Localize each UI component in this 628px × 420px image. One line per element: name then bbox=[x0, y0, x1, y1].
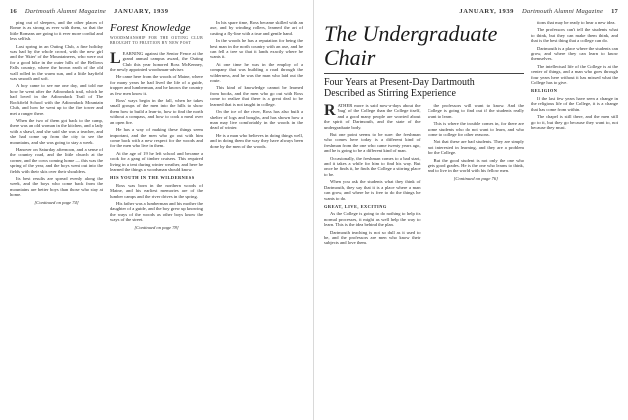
paragraph: The professors can't tell the students what to think, but they can make them think, and that is the best thing that a college can do. bbox=[531, 27, 618, 44]
left-columns bbox=[10, 20, 303, 412]
paragraph: At the age of 19 he left school and became a cook for a gang of timber cruisers. This required living in a tent during winter weather, and here he learned the things a woodsman should know. bbox=[110, 150, 203, 172]
paragraph: At one time he was in the employ of a company that was building a road through the wilderness, and he was the man who laid out the route. bbox=[210, 61, 303, 84]
paragraph: When the two of them got back to the camp, there was an old woman in the kitchen, and a lady with a shawl, and she said she was a teacher, and she had come up from the city to see the mountains, and she was going to stay a week. bbox=[10, 117, 103, 145]
continued-note: [Continued on page 74] bbox=[34, 199, 79, 205]
paragraph: If the last few years have seen a change in the religious life of the College, it is a change that has come from within. bbox=[531, 95, 618, 112]
paragraph: Dartmouth teaching is not so dull as it used to be, and the professors are men who know their subjects and love them. bbox=[324, 229, 421, 246]
section-subtitle: WOODSMANSHIP FOR THE OUTING CLUB BROUGHT TO FRUITION BY NEW POST bbox=[110, 36, 203, 46]
paragraph: The intellectual life of the College is at the center of things, and a man who goes through four years here without it has missed what the College has to give. bbox=[531, 63, 618, 86]
paragraph: Hanover on Saturday afternoon, and a sense of the country road, and the little church at the corner, and the cows coming home — this was the spring of the year, and the boys went out into the fields with their skis over their shoulders. bbox=[10, 146, 103, 174]
issue-date: JANUARY, 1939 bbox=[113, 8, 169, 15]
paragraph: Last spring in an Outing Club, a fine holiday was had by the whole crowd, with the new girl and the 'Skier' of the Mountaineers, who were out for a good hike in the outer hills of the Bellows Falls country, where the brown earth of the old wall rolled in the warm sun, and a little hayfield was smooth and soft. bbox=[10, 43, 103, 82]
right-running-head bbox=[324, 8, 618, 15]
issue-date: JANUARY, 1939 bbox=[459, 8, 515, 15]
drop-cap: R bbox=[324, 103, 336, 119]
left-column-3 bbox=[210, 20, 303, 412]
magazine-name: Dartmouth Alumni Magazine bbox=[24, 8, 106, 15]
feature-title: The Undergraduate Chair bbox=[324, 21, 498, 70]
paragraph: Dartmouth is a place where the students can grow, and where they can learn to know themselves. bbox=[531, 45, 619, 62]
feature-kicker-2: Described as Stirring Experience bbox=[324, 88, 456, 99]
paragraph: Not that these are bad students. They are simply not interested in learning, and they are a problem for the College. bbox=[427, 139, 524, 156]
paragraph: But the good student is not only the one who gets good grades. He is the one who learns to think, and to live in the world with his fellow men. bbox=[427, 157, 524, 174]
drop-cap: L bbox=[110, 49, 121, 67]
subhead: HIS YOUTH IN THE WILDERNESS bbox=[110, 175, 195, 181]
paragraph: A boy came to see me one day, and told me how he went after the Adirondack trail, which he had loved in the Adirondack Trail of The Rockfield School with the Adirondack Mountain Club, and how he went up to the fire tower and met a ranger there. bbox=[10, 83, 103, 116]
feature-header bbox=[324, 22, 524, 99]
paragraph: He has a way of making these things seem important, and the men who go out with him come back with a new respect for the woods and for the men who live in them. bbox=[110, 127, 203, 149]
continued-note: [Continued on page 78] bbox=[134, 224, 179, 230]
lead-text: ATHER more is said now-a-days about the 'bug' of the College than the College itself, and a good many people are worried about the spirit of Dartmouth, and the state of the undergraduate body. bbox=[324, 103, 421, 130]
paragraph: the professors will want to know. And the College is going to find out if the students really want to learn. bbox=[427, 103, 524, 119]
lead-text: EARNING against the Senior Fence at the grand annual campus award, the Outing Club this year honored Ross McKenney, the newly appointed woodsman-adviser. bbox=[110, 50, 203, 73]
right-page bbox=[314, 0, 628, 420]
subhead: RELIGION bbox=[531, 88, 558, 94]
paragraph: On the ice of the river, Ross has also built a shelter of logs and boughs, and has shown how a man may live comfortably in the woods in the dead of winter. bbox=[210, 109, 303, 131]
paragraph: As the College is going to do nothing to help its normal processes, it might as well help the way to learn. This is the idea behind the plan. bbox=[324, 211, 421, 228]
paragraph: In his spare time, Ross became skilled with an axe, and by winding rollers, learned the art of casting a fly-line with a true and gentle hand. bbox=[210, 20, 303, 36]
lead-paragraph bbox=[324, 103, 421, 130]
paragraph: ping out of sleepers, and the other places of Rome is as strong as ever with them, so that the little Romans are going to it ever more cordial and less selfish. bbox=[10, 20, 103, 42]
left-column-2 bbox=[110, 20, 203, 412]
paragraph: Ross was born in the northern woods of Maine, and his earliest memories are of the lumber camps and the river drives in the spring. bbox=[110, 182, 203, 199]
paragraph: This kind of knowledge cannot be learned from books, and the men who go out with Ross come to realize that there is a great deal to be learned that is not taught in college. bbox=[210, 85, 303, 107]
paragraph: Its best results are spread evenly along the week, and the boys who come back from the mountains are better boys than those who stay at home. bbox=[10, 175, 103, 198]
paragraph: Occasionally, the freshman comes to a bad start, and it takes a while for him to find his way. But once he finds it, he finds the College a stirring place to be. bbox=[324, 155, 421, 177]
title-rule bbox=[324, 73, 524, 74]
paragraph: This is where the trouble comes in, for there are some students who do not want to learn, and who come to college for other reasons. bbox=[427, 121, 524, 138]
left-running-head bbox=[10, 8, 303, 15]
paragraph: Ross' ways begin in the fall, when he takes small groups of the men into the hills to show them how to build a lean-to, how to find the north without a compass, and how to cook a meal over an open fire. bbox=[110, 98, 203, 125]
feature-kicker: Four Years at Present-Day Dartmouth bbox=[324, 77, 475, 88]
paragraph: When you ask the students what they think of Dartmouth, they say that it is a place where a man can grow, and where he is free to do the things he wants to do. bbox=[324, 179, 421, 201]
paragraph: He came here from the woods of Maine, where for many years he had lived the life of a guide, trapper and lumberman, and he knows the country as few men know it. bbox=[110, 74, 203, 96]
paragraph: But one point seems to be sure: the freshman who comes here today is a different kind of freshman from the one who came twenty years ago, and he is going to be a different kind of man. bbox=[324, 132, 421, 154]
section-title: Forest Knowledge bbox=[110, 22, 191, 34]
paragraph: His father was a lumberman and his mother the daughter of a guide, and the boy grew up knowing the ways of the woods as other boys know the ways of the street. bbox=[110, 200, 203, 223]
right-column-1 bbox=[324, 103, 421, 248]
subhead: GREAT, LIVE, EXCITING bbox=[324, 203, 387, 209]
left-column-1 bbox=[10, 20, 103, 412]
magazine-name: Dartmouth Alumni Magazine bbox=[522, 8, 604, 15]
right-layout bbox=[324, 20, 618, 248]
page-number: 16 bbox=[10, 8, 17, 15]
right-main bbox=[324, 20, 524, 248]
page-number: 17 bbox=[611, 8, 618, 15]
lead-paragraph bbox=[110, 51, 203, 73]
right-columns bbox=[324, 103, 524, 248]
paragraph: In the woods he has a reputation for being the best man in the north country with an axe, and he can fell a tree so that it lands exactly where he wants it. bbox=[210, 38, 303, 60]
right-column-2 bbox=[428, 103, 525, 248]
paragraph: tions that may be ready to hear a new idea. bbox=[537, 20, 616, 25]
continued-note: [Continued on page 76] bbox=[453, 175, 498, 181]
paragraph: He is a man who believes in doing things well, and in doing them the way they have always been done by the men of the woods. bbox=[210, 132, 303, 149]
right-column-3-text bbox=[531, 20, 618, 130]
right-column-3 bbox=[531, 20, 618, 248]
paragraph: The chapel is still there, and the men still go to it, but they go because they want to, not because they must. bbox=[531, 114, 618, 130]
